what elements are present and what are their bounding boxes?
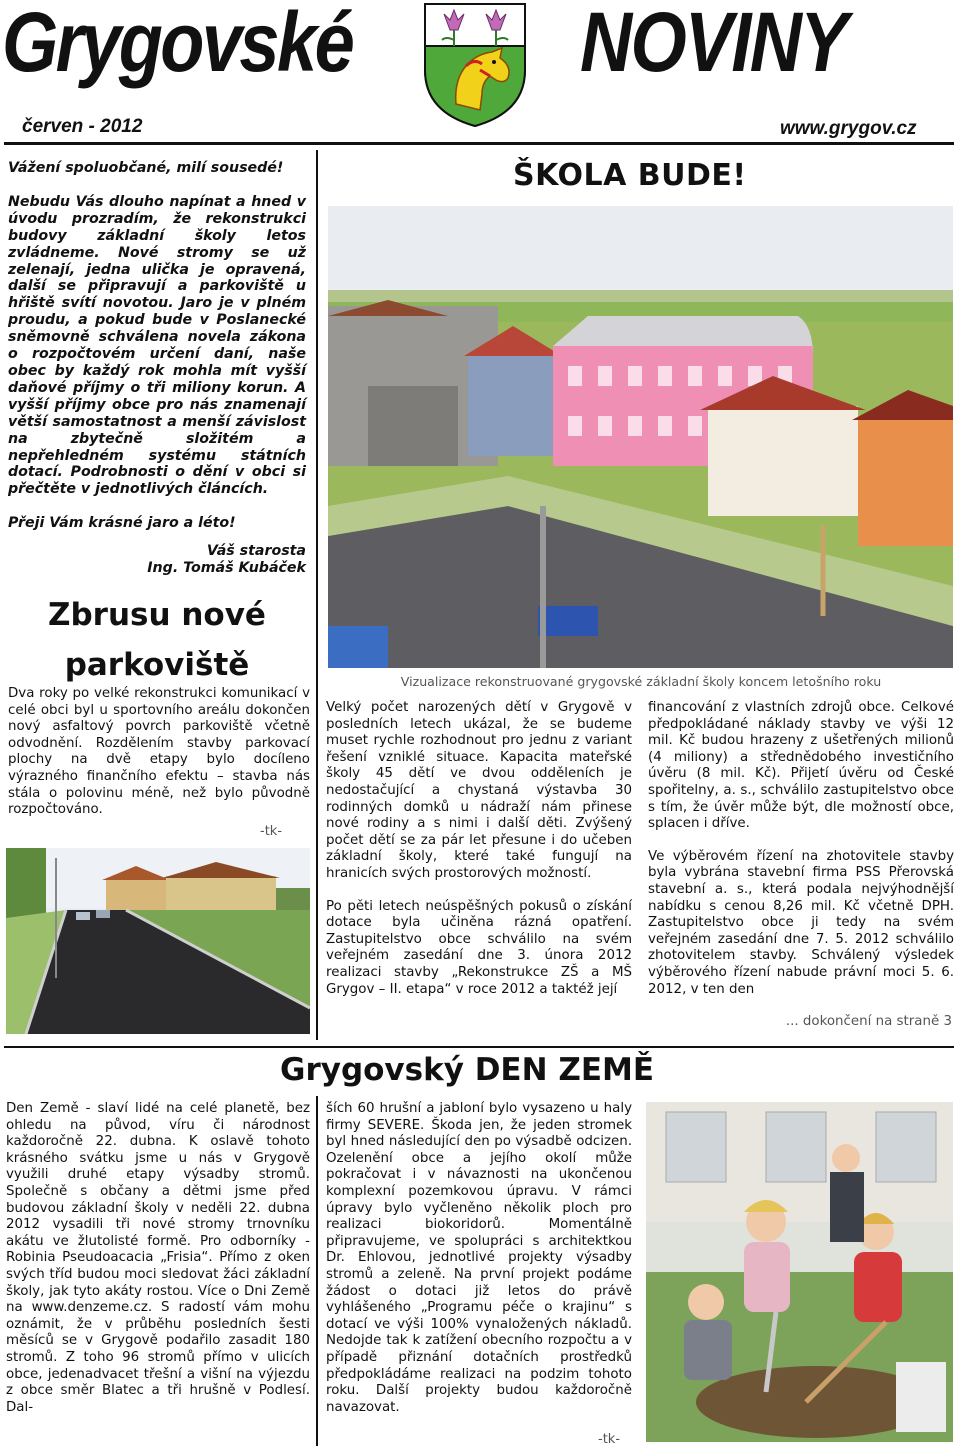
letter-greeting: Vážení spoluobčané, milí sousedé! (8, 160, 284, 176)
school-column-a (326, 700, 632, 998)
village-coat-of-arms (420, 0, 530, 130)
school-column-b (648, 700, 954, 998)
tree-planting-photo (646, 1102, 953, 1442)
school-col-a-paragraph-2: Po pěti letech neúspěšných pokusů o získání dotace byla učiněna rázná opatření. Zastupitelstvo obce schválilo na svém veřejném zasedání dne 3. února 2012 realizaci stavby „Rekonstrukce ZŠ a MŠ Grygov – II. etapa“ v roce 2012 a taktéž její (326, 898, 632, 997)
parking-author: -tk- (260, 824, 283, 839)
mayor-letter (8, 160, 306, 546)
school-col-b-paragraph-2: Ve výběrovém řízení na zhotovitele stavby byla vybrána stavební firma PSS Přerovská stavební a. s., která podala nejvýhodnější nabídku s cenou 8,26 mil. Kč včetně DPH. Zastupitelstvo obce ji tedy na svém veřejném zasedání dne 7. 5. 2012 schválilo zhotovitelem stavby. Schválený výsledek výběrového řízení nabude právní moci 5. 6. 2012, v ten den (648, 848, 954, 997)
earthday-column-2: ších 60 hrušní a jabloní bylo vysazeno u haly firmy SEVERE. Škoda jen, že jeden stromek byl hned následující den po výsadbě odcizen. Ozelenění obce a jejího okolí může pokračovat i v návaznosti na ukončenou komplexní pozemkovou úpravu. V rámci úpravy bylo vyčleněno několik ploch pro realizaci biokoridorů. Momentálně připravujeme, ve spolupráci s architektkou Dr. Ehlovou, jednotlivé projekty výsadby stromů a zeleně. Na první projekt podáme žádost o dotaci již letos do právě vyhlášeného „Programu péče o krajinu“ s dotací ve výši 100% vynaložených nákladů. Nedojde tak k zatížení obecního rozpočtu a v případě přiznání dotačních prostředků předpokládáme realizaci na podzim tohoto roku. Další projekty budou každoročně navazovat. (326, 1101, 632, 1415)
school-col-b-paragraph-1: financování z vlastních zdrojů obce. Celkové předpokládané náklady stavby ve výši 12 mil. Kč budou hrazeny z ušetřených milionů (4 miliony) a střednědobého investičního úvěru (8 mil. Kč). Přijetí úvěru od České spořitelny, a. s., schválilo zastupitelstvo obce s tím, že úvěr může být, dle možností obce, splacen i dříve. (648, 700, 954, 832)
parking-photo (6, 848, 310, 1034)
earthday-column-1: Den Země - slaví lidé na celé planetě, bez ohledu na původ, víru či národnost každoročně 22. dubna. K oslavě tohoto krásného svátku jsme u nás v Grygově využili druhé etapy výsadby stromů. Společně s občany a dětmi jsme před budovou základní školy v neděli 22. dubna 2012 vysadili tři nové stromy trnovníku akátu ve žlutolisté formě. Pro odborníky - Robinia Pseudoacacia „Frisia“. Přímo z oken svých tříd budou moci sledovat žáci základní školy, jak tyto akáty rostou. Více o Dni Země na www.denzeme.cz. S radostí vám mohu oznámit, že v průběhu posledních šesti měsíců se v Grygově podařilo zasadit 180 stromů. Z toho 96 stromů přímo v ulicích obce, jedenadvacet třešní a višní na výjezdu z obce směr Blatec a tři hrušně v Podlesí. Dal- (6, 1101, 310, 1415)
earthday-headline: Grygovský DEN ZEMĚ (280, 1052, 655, 1088)
issue-date: červen - 2012 (22, 116, 143, 137)
section-rule (4, 1046, 954, 1048)
masthead-rule (4, 142, 954, 145)
signature-role: Váš starosta (206, 543, 306, 559)
parking-body: Dva roky po velké rekonstrukci komunikací v celé obci byl u sportovního areálu dokončen nový asfaltový povrch parkoviště včetně odvodnění. Rozdělením stavby parkovací plochy na dvě etapy bylo docíleno výrazného finančního efektu – stavba nás stála o polovinu méně, než bylo původně rozpočtováno. (8, 686, 310, 818)
website-link[interactable]: www.grygov.cz (780, 118, 917, 139)
letter-wish: Přeji Vám krásné jaro a léto! (8, 515, 236, 532)
masthead-title-right: NOVINY (580, 0, 847, 89)
letter-body: Nebudu Vás dlouho napínat a hned v úvodu prozradím, že rekonstrukci budovy základní školy letos zvládneme. Nové stromy se už zelenají, jedna ulička je opravená, další se připravují a parkoviště u hřiště svítí novotou. Jaro je v plném proudu, a pokud bude v Poslanecké sněmovně schválena novela zákona o rozpočtovém určení daní, naše obec by každý rok mohla mít vyšší daňové příjmy o tři miliony korun. A vyšší příjmy obce pro nás znamenají větší samostatnost a menší závislost na zbytečně složitém a nepřehledném systému státních dotací. Podrobnosti o dění v obci si přečtěte v jednotlivých článcích. (8, 193, 306, 498)
earthday-author: -tk- (598, 1432, 621, 1447)
school-headline: ŠKOLA BUDE! (513, 158, 747, 193)
continued-on-page-note: ... dokončení na straně 3 (785, 1014, 952, 1029)
parking-headline: Zbrusu nové parkoviště (48, 597, 266, 683)
signature-name: Ing. Tomáš Kubáček (147, 559, 306, 576)
column-divider-bottom (316, 1096, 318, 1446)
masthead-title-left: Grygovské (2, 0, 353, 89)
school-visualization-photo (328, 206, 953, 668)
letter-signature (130, 543, 306, 577)
column-divider-top (316, 150, 318, 1040)
school-photo-caption: Vizualizace rekonstruované grygovské základní školy koncem letošního roku (400, 674, 882, 689)
school-col-a-paragraph-1: Velký počet narozených dětí v Grygově v posledních letech ukázal, že se budeme muset rychle rozhodnout pro jednu z variant řešení vzniklé situace. Kapacita mateřské školy 45 dětí ve dvou odděleních je nedostačující a chystaná výstavba 30 rodinných domků u nádraží nám přinese nové rodiny a s nimi i další děti. Zvýšený počet dětí se za pár let přesune i do učeben základní školy, které také fungují na hranicích svých prostorových možností. (326, 700, 632, 881)
